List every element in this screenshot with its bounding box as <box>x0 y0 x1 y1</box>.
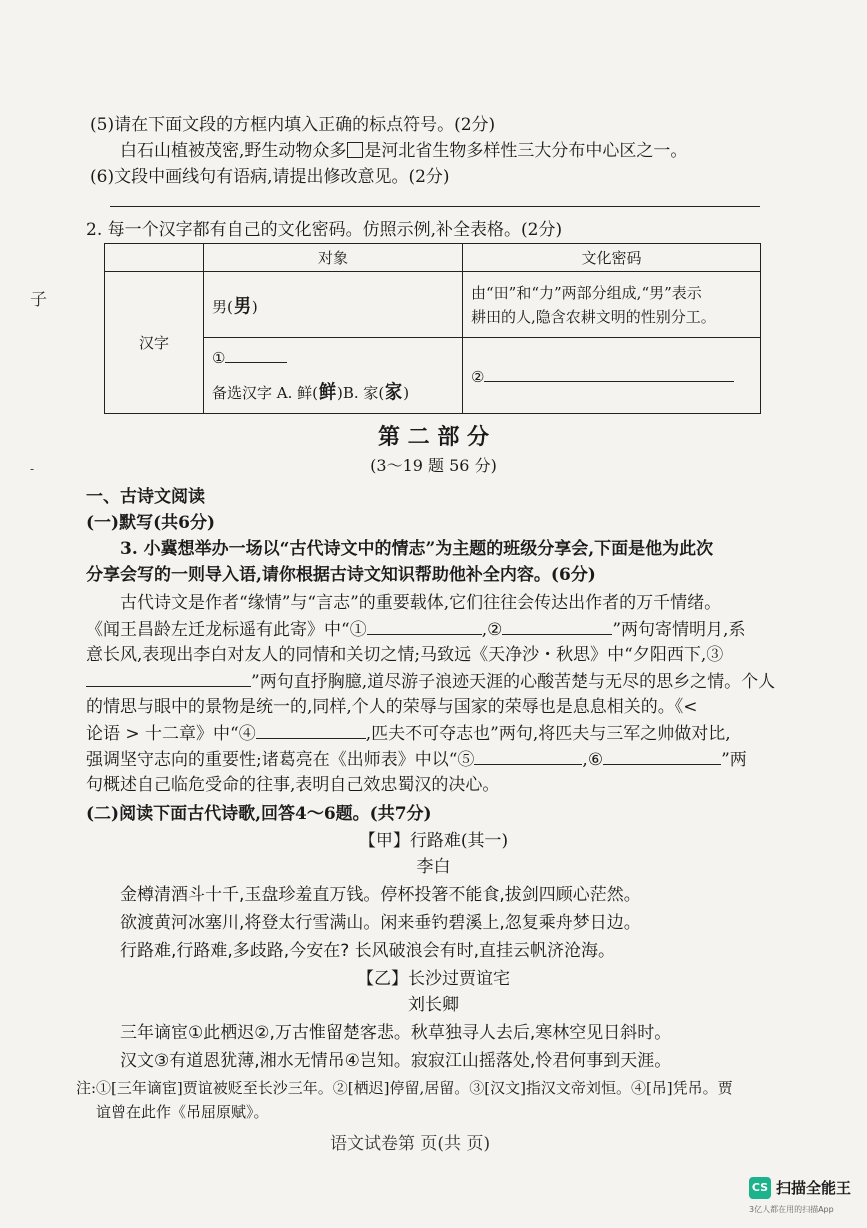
q5-prompt: (5)请在下面文段的方框内填入正确的标点符号。(2分) <box>90 115 496 135</box>
para-line1: 古代诗文是作者“缘情”与“言志”的重要载体,它们往往会传达出作者的万千情绪。 <box>120 593 722 613</box>
poem1-line1: 金樽清酒斗十千,玉盘珍羞直万钱。停杯投箸不能食,拔剑四顾心茫然。 <box>120 885 641 905</box>
sub2-title: (二)阅读下面古代诗歌,回答4～6题。(共7分) <box>86 804 432 824</box>
ancient-nan-glyph-icon: 男 <box>233 295 251 317</box>
notes-line2: 谊曾在此作《吊屈原赋》。 <box>96 1103 269 1121</box>
example-object <box>204 272 463 338</box>
part2-subtitle: (3～19 题 56 分) <box>370 456 497 475</box>
para6-b: ,匹夫不可夺志也”两句,将匹夫与三军之帅做对比, <box>365 724 731 744</box>
blank-6[interactable] <box>603 748 721 765</box>
header-object: 对象 <box>204 244 463 272</box>
camscanner-name: 扫描全能王 <box>776 1179 852 1197</box>
q5-text <box>120 140 687 162</box>
para-line8: 句概述自己临危受命的往事,表明自己效忠蜀汉的决心。 <box>86 775 500 795</box>
q3-line2: 分享会写的一则导入语,请你根据古诗文知识帮助他补全内容。(6分) <box>86 565 596 585</box>
ancient-jia-glyph-icon: 家 <box>385 381 403 403</box>
para-line2 <box>86 618 745 641</box>
para2-c: ”两句寄情明月,系 <box>612 620 746 640</box>
blank-2[interactable] <box>502 618 612 635</box>
answer-object <box>204 338 463 414</box>
culture-code-table <box>104 243 761 414</box>
para4-b: ”两句直抒胸臆,道尽游子浪迹天涯的心酸苦楚与无尽的思乡之情。个人 <box>251 672 776 692</box>
para-line4 <box>86 670 775 693</box>
camscanner-logo-icon: CS <box>749 1177 771 1199</box>
poem1-author: 李白 <box>416 857 451 877</box>
example-code <box>463 272 761 338</box>
q5-text-before: 白石山植被茂密,野生动物众多 <box>120 141 347 161</box>
example-close: ) <box>251 298 258 316</box>
q2-prompt: 2. 每一个汉字都有自己的文化密码。仿照示例,补全表格。(2分) <box>86 220 563 240</box>
para2-a: 《闻王昌龄左迁龙标遥有此寄》中“① <box>86 620 367 640</box>
table-corner <box>105 244 204 272</box>
blank-3[interactable] <box>86 670 251 687</box>
poem1-line2: 欲渡黄河冰塞川,将登太行雪满山。闲来垂钓碧溪上,忽复乘舟梦日边。 <box>120 913 641 933</box>
para2-b: ,② <box>481 620 503 640</box>
poem2-title: 【乙】长沙过贾谊宅 <box>357 969 510 989</box>
poem1-title: 【甲】行路难(其一) <box>358 831 509 851</box>
para-line5: 的情思与眼中的景物是统一的,同样,个人的荣辱与国家的荣辱也是息息相关的。《< <box>86 697 698 717</box>
sub1-title: (一)默写(共6分) <box>86 513 216 533</box>
option-b-label: )B. 家( <box>337 384 385 402</box>
blank2-label: ② <box>471 368 485 386</box>
para6-a: 论语 > 十二章》中“④ <box>86 724 256 744</box>
q6-prompt: (6)文段中画线句有语病,请提出修改意见。(2分) <box>90 167 450 187</box>
blank1-label: ① <box>212 349 226 367</box>
ancient-xian-glyph-icon: 鲜 <box>318 381 337 403</box>
poem2-line1: 三年谪宦①此栖迟②,万古惟留楚客悲。秋草独寻人去后,寒林空见日斜时。 <box>120 1023 672 1043</box>
para7-b: ,⑥ <box>582 750 604 770</box>
poem2-author: 刘长卿 <box>408 995 459 1015</box>
part2-title: 第 二 部 分 <box>378 424 489 450</box>
punctuation-box[interactable] <box>347 142 363 158</box>
example-code-line2: 耕田的人,隐含农耕文明的性别分工。 <box>471 307 716 326</box>
para-line6 <box>86 722 731 745</box>
blank1-input[interactable] <box>225 346 287 363</box>
para-line7 <box>86 748 747 771</box>
camscanner-sub: 3亿人都在用的扫描App <box>749 1205 834 1214</box>
row-label-hanzi: 汉字 <box>105 272 204 414</box>
scanner-watermark <box>749 1177 867 1228</box>
section1-title: 一、古诗文阅读 <box>86 487 205 507</box>
poem1-line3: 行路难,行路难,多歧路,今安在? 长风破浪会有时,直挂云帆济沧海。 <box>120 941 616 961</box>
option-close: ) <box>403 384 410 402</box>
blank2-input[interactable] <box>484 365 734 382</box>
example-code-line1: 由“田”和“力”两部分组成,“男”表示 <box>471 283 702 302</box>
blank-4[interactable] <box>256 722 366 739</box>
header-code: 文化密码 <box>463 244 761 272</box>
page-footer <box>330 1133 550 1154</box>
blank-5[interactable] <box>474 748 582 765</box>
page-footer-text: 语文试卷第 页(共 页) <box>330 1134 491 1154</box>
notes-line1: 注:①[三年谪宦]贾谊被贬至长沙三年。②[栖迟]停留,居留。③[汉文]指汉文帝刘恒。④[吊]凭吊。贾 <box>76 1079 733 1097</box>
para-line3: 意长风,表现出李白对友人的同情和关切之情;马致远《天净沙・秋思》中“夕阳西下,③ <box>86 645 724 665</box>
answer-code <box>463 338 761 414</box>
blank-1[interactable] <box>367 618 482 635</box>
option-a-label: 备选汉字 A. 鲜( <box>212 384 318 402</box>
poem2-line2: 汉文③有道恩犹薄,湘水无情吊④岂知。寂寂江山摇落处,怜君何事到天涯。 <box>120 1051 672 1071</box>
q3-line1: 3. 小冀想举办一场以“古代诗文中的情志”为主题的班级分享会,下面是他为此次 <box>120 539 714 559</box>
q5-text-after: 是河北省生物多样性三大分布中心区之一。 <box>364 141 688 161</box>
q6-answer-line[interactable] <box>110 206 760 207</box>
para7-a: 强调坚守志向的重要性;诸葛亮在《出师表》中以“⑤ <box>86 750 475 770</box>
margin-char: 子 <box>30 290 47 310</box>
example-char: 男( <box>212 298 233 316</box>
margin-dash: - <box>30 462 35 476</box>
para7-c: ”两 <box>721 750 747 770</box>
